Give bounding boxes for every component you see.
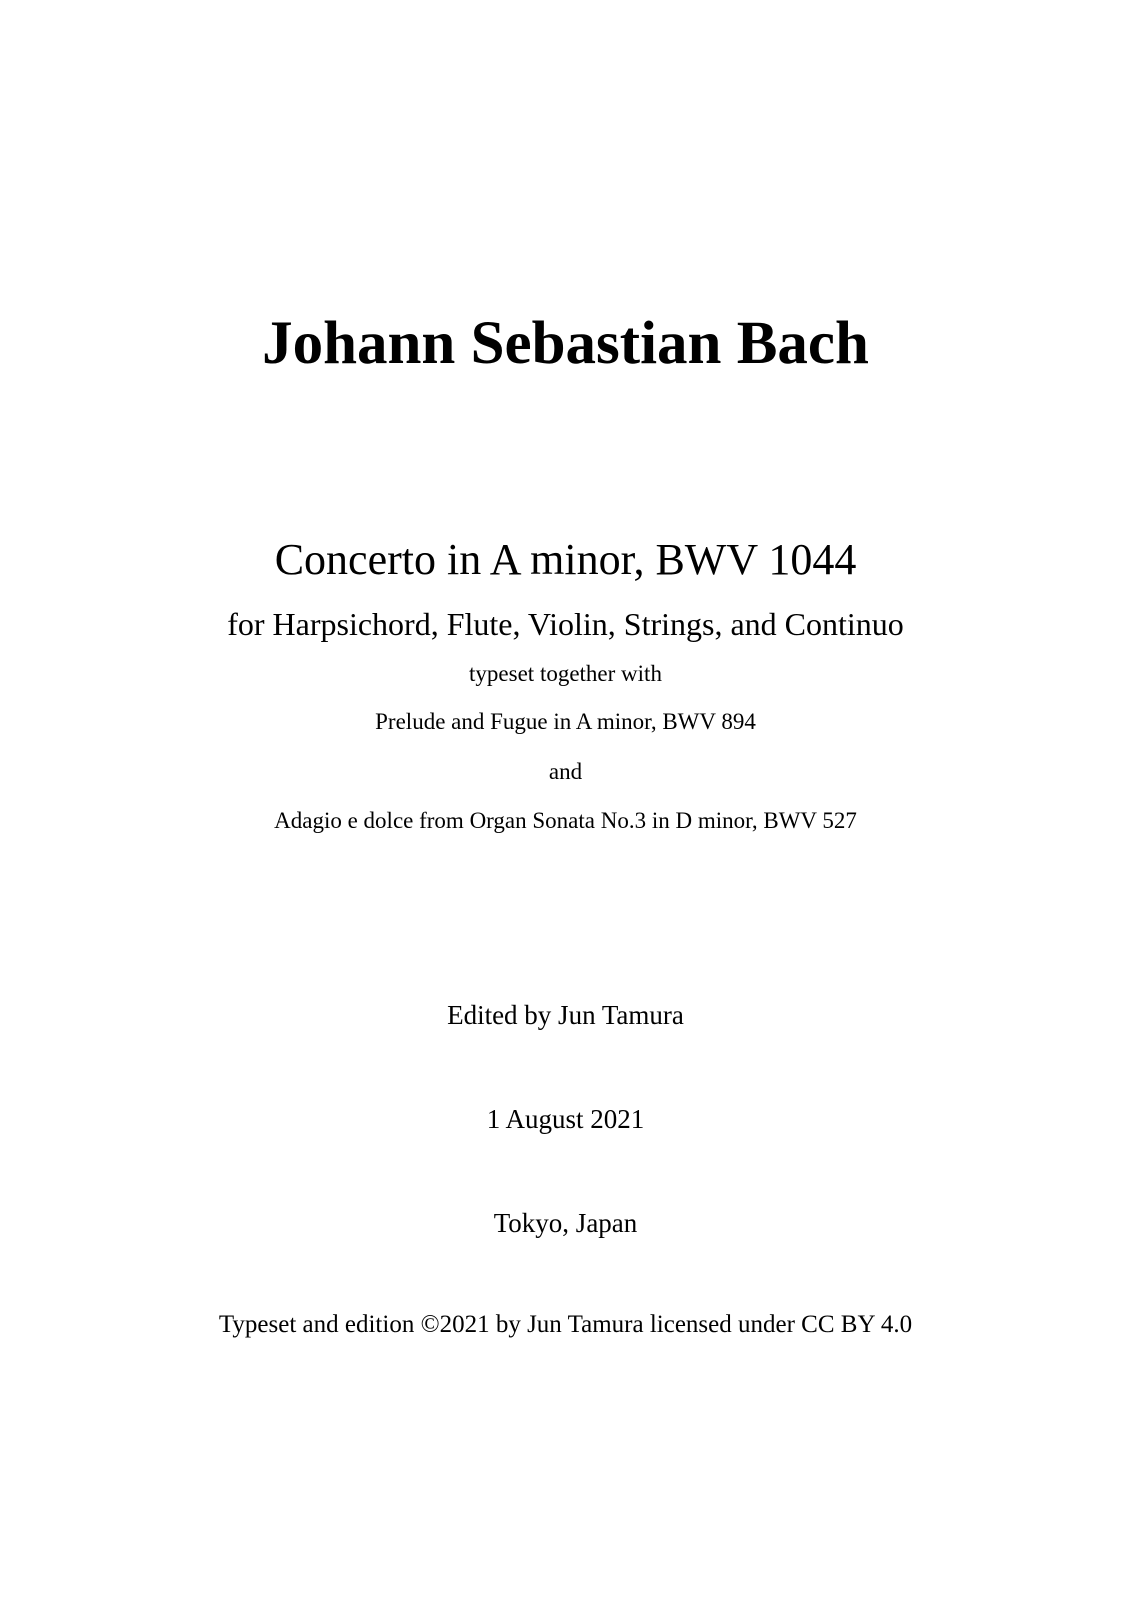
and-label: and xyxy=(548,759,583,784)
editor-credit: Edited by Jun Tamura xyxy=(447,1000,684,1030)
work-title: Concerto in A minor, BWV 1044 xyxy=(274,535,857,584)
instrumentation: for Harpsichord, Flute, Violin, Strings, and Continuo xyxy=(227,606,904,642)
typeset-together-label: typeset together with xyxy=(469,661,662,686)
additional-work-2: Adagio e dolce from Organ Sonata No.3 in D minor, BWV 527 xyxy=(274,808,857,833)
additional-work-1: Prelude and Fugue in A minor, BWV 894 xyxy=(375,709,756,734)
edition-place: Tokyo, Japan xyxy=(493,1208,638,1238)
edition-date: 1 August 2021 xyxy=(486,1104,645,1134)
composer-name: Johann Sebastian Bach xyxy=(262,310,869,377)
license-notice: Typeset and edition ©2021 by Jun Tamura licensed under CC BY 4.0 xyxy=(218,1311,913,1338)
